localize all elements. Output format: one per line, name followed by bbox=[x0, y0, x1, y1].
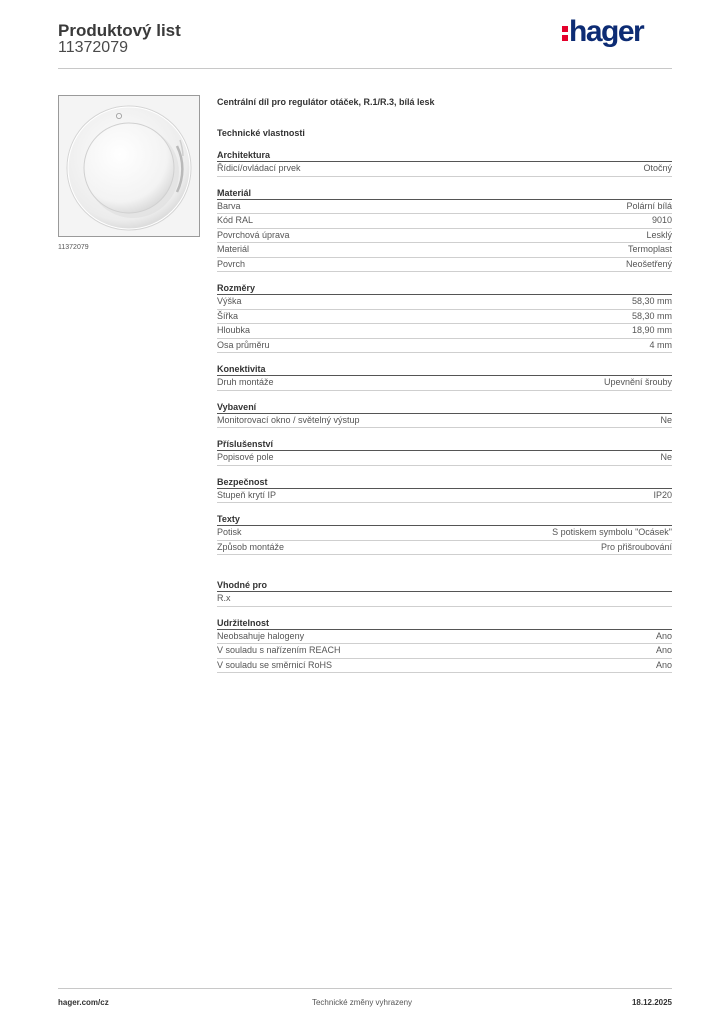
section-title: Materiál bbox=[217, 187, 672, 200]
dial-knob-icon bbox=[59, 96, 199, 236]
spec-section-vybaveni bbox=[217, 401, 672, 429]
spec-label: Neobsahuje halogeny bbox=[217, 630, 305, 641]
spec-row bbox=[217, 200, 672, 215]
footer-date: 18.12.2025 bbox=[631, 998, 672, 1007]
spec-section-vhodne-pro bbox=[217, 579, 672, 607]
product-number: 11372079 bbox=[58, 39, 128, 56]
spec-row bbox=[217, 489, 672, 504]
spec-row bbox=[217, 592, 672, 607]
section-title: Udržitelnost bbox=[217, 617, 672, 630]
spec-label: Povrch bbox=[217, 258, 246, 269]
spec-row bbox=[217, 541, 672, 556]
section-title: Konektivita bbox=[217, 363, 672, 376]
spec-section-rozmery bbox=[217, 282, 672, 353]
spec-row bbox=[217, 376, 672, 391]
spec-value: S potiskem symbolu "Ocásek" bbox=[552, 527, 672, 537]
spec-value: IP20 bbox=[653, 489, 672, 500]
spec-value: 9010 bbox=[651, 215, 672, 225]
spec-value: 4 mm bbox=[649, 339, 672, 350]
spec-value: Ano bbox=[655, 630, 672, 641]
spec-value: Lesklý bbox=[646, 229, 672, 240]
section-title: Rozměry bbox=[217, 282, 672, 295]
section-title: Architektura bbox=[217, 149, 672, 162]
page-title: Produktový list bbox=[58, 21, 181, 40]
spec-label: Druh montáže bbox=[217, 377, 274, 387]
logo-dots-icon bbox=[562, 21, 568, 43]
spec-value: Termoplast bbox=[627, 244, 672, 254]
spec-section-prislusenstvi bbox=[217, 438, 672, 466]
spec-row bbox=[217, 214, 672, 229]
image-caption: 11372079 bbox=[58, 244, 89, 251]
product-image bbox=[58, 95, 200, 237]
spec-label: V souladu s nařízením REACH bbox=[217, 645, 341, 655]
product-name: Centrální díl pro regulátor otáček, R.1/R.3, bílá lesk bbox=[217, 97, 435, 107]
spec-row bbox=[217, 243, 672, 258]
spec-row bbox=[217, 414, 672, 429]
spec-row bbox=[217, 258, 672, 273]
spec-value: Ano bbox=[655, 645, 672, 655]
tech-heading: Technické vlastnosti bbox=[217, 128, 305, 138]
spec-value: Ne bbox=[660, 414, 672, 425]
spec-section-material bbox=[217, 187, 672, 273]
footer-notice: Technické změny vyhrazeny bbox=[311, 998, 413, 1007]
hager-logo bbox=[562, 14, 643, 50]
spec-row bbox=[217, 644, 672, 659]
spec-value: 58,30 mm bbox=[631, 296, 672, 306]
spec-label: R.x bbox=[217, 593, 231, 603]
spec-row bbox=[217, 630, 672, 645]
footer-divider bbox=[58, 988, 672, 989]
spec-row bbox=[217, 310, 672, 325]
spec-label: Kód RAL bbox=[217, 215, 254, 225]
spec-label: Hloubka bbox=[217, 325, 251, 335]
spec-row bbox=[217, 229, 672, 244]
spec-label: Řídicí/ovládací prvek bbox=[217, 163, 301, 173]
spec-row bbox=[217, 526, 672, 541]
spec-label: Šířka bbox=[217, 310, 239, 321]
spec-value: 58,30 mm bbox=[631, 310, 672, 321]
spec-section-udrzitelnost bbox=[217, 617, 672, 674]
spec-value: Upevnění šrouby bbox=[603, 377, 672, 387]
spec-row bbox=[217, 162, 672, 177]
logo-text: hager bbox=[569, 15, 644, 48]
section-title: Příslušenství bbox=[217, 438, 672, 451]
section-title: Texty bbox=[217, 513, 672, 526]
section-title: Vhodné pro bbox=[217, 579, 672, 592]
section-title: Vybavení bbox=[217, 401, 672, 414]
spec-value: Ne bbox=[660, 452, 672, 462]
spec-row bbox=[217, 324, 672, 339]
spec-row bbox=[217, 659, 672, 674]
spec-value: Ano bbox=[655, 659, 672, 670]
spec-value: Neošetřený bbox=[625, 258, 672, 269]
spec-section-texty bbox=[217, 513, 672, 555]
spec-label: Potisk bbox=[217, 527, 242, 537]
spec-row bbox=[217, 295, 672, 310]
spec-label: Osa průměru bbox=[217, 339, 270, 350]
spec-label: Výška bbox=[217, 296, 242, 306]
spec-label: Povrchová úprava bbox=[217, 229, 290, 240]
spec-label: Barva bbox=[217, 200, 241, 211]
spec-label: Popisové pole bbox=[217, 452, 274, 462]
spec-label: Monitorovací okno / světelný výstup bbox=[217, 414, 360, 425]
spec-value: Polární bílá bbox=[626, 200, 672, 211]
spec-section-konektivita bbox=[217, 363, 672, 391]
spec-label: Stupeň krytí IP bbox=[217, 489, 277, 500]
spec-label: Způsob montáže bbox=[217, 541, 285, 552]
section-title: Bezpečnost bbox=[217, 476, 672, 489]
header-divider bbox=[58, 68, 672, 69]
spec-row bbox=[217, 451, 672, 466]
spec-label: Materiál bbox=[217, 244, 250, 254]
spec-section-architektura bbox=[217, 149, 672, 177]
spec-value: 18,90 mm bbox=[631, 325, 672, 335]
spec-value: Pro přišroubování bbox=[600, 541, 672, 552]
spec-section-bezpecnost bbox=[217, 476, 672, 504]
spec-content bbox=[217, 96, 672, 673]
spec-value: Otočný bbox=[643, 163, 672, 173]
footer-website-link[interactable]: hager.com/cz bbox=[58, 998, 109, 1007]
spec-row bbox=[217, 339, 672, 354]
spec-label: V souladu se směrnicí RoHS bbox=[217, 659, 333, 670]
